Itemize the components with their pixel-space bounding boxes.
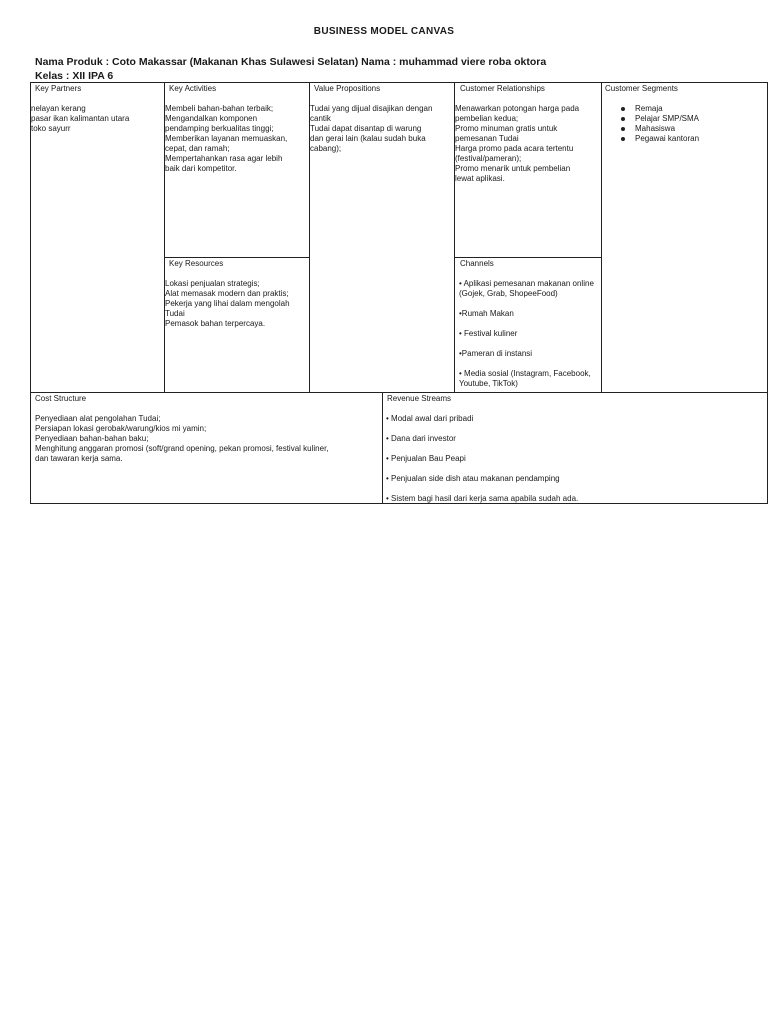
key-activities-line: Memberikan layanan memuaskan,: [165, 134, 288, 143]
key-activities-line: Mengandalkan komponen: [165, 114, 258, 123]
key-resources-line: Lokasi penjualan strategis;: [165, 279, 260, 288]
key-partners-header: Key Partners: [35, 84, 82, 93]
customer-segment-item: Remaja: [635, 104, 699, 114]
cost-structure-line: Persiapan lokasi gerobak/warung/kios mi yamin;: [35, 424, 207, 433]
key-resources-line: Alat memasak modern dan praktis;: [165, 289, 289, 298]
revenue-streams-header: Revenue Streams: [387, 394, 452, 403]
customer-relationships-header: Customer Relationships: [460, 84, 545, 93]
customer-relationships-line: Promo minuman gratis untuk: [455, 124, 558, 133]
revenue-streams-content: [386, 414, 578, 514]
channels-header: Channels: [460, 259, 494, 268]
key-activities-line: Mempertahankan rasa agar lebih: [165, 154, 283, 163]
document-title: BUSINESS MODEL CANVAS: [313, 26, 455, 37]
divider: [382, 392, 383, 503]
value-propositions-line: cabang);: [310, 144, 342, 153]
divider: [601, 83, 602, 392]
customer-relationships-line: (festival/pameran);: [455, 154, 522, 163]
revenue-stream-item: • Penjualan side dish atau makanan pendamping: [386, 474, 560, 483]
key-resources-line: Pemasok bahan terpercaya.: [165, 319, 266, 328]
customer-segment-item: Mahasiswa: [635, 124, 699, 134]
value-propositions-line: Tudai yang dijual disajikan dengan: [310, 104, 433, 113]
customer-relationships-line: lewat aplikasi.: [455, 174, 505, 183]
key-activities-line: cepat, dan ramah;: [165, 144, 230, 153]
revenue-stream-item: • Modal awal dari pribadi: [386, 414, 474, 423]
divider: [454, 257, 601, 258]
key-activities-line: baik dari kompetitor.: [165, 164, 237, 173]
key-resources-line: Pekerja yang lihai dalam mengolah: [165, 299, 290, 308]
customer-relationships-line: pemesanan Tudai: [455, 134, 519, 143]
key-activities-header: Key Activities: [169, 84, 217, 93]
cost-structure-line: dan tawaran kerja sama.: [35, 454, 123, 463]
channel-item: • Media sosial (Instagram, Facebook, Youtube, TikTok): [459, 369, 591, 388]
customer-relationships-line: pembelian kedua;: [455, 114, 519, 123]
value-propositions-content: [310, 104, 432, 154]
divider: [164, 257, 309, 258]
revenue-stream-item: • Sistem bagi hasil dari kerja sama apabila sudah ada.: [386, 494, 579, 503]
cost-structure-line: Penyediaan alat pengolahan Tudai;: [35, 414, 161, 423]
cost-structure-line: Penyediaan bahan-bahan baku;: [35, 434, 149, 443]
customer-segment-item: Pelajar SMP/SMA: [635, 114, 700, 123]
cost-structure-content: [35, 414, 329, 464]
cost-structure-header: Cost Structure: [35, 394, 87, 403]
channels-content: [459, 279, 601, 399]
class-line: Kelas : XII IPA 6: [35, 70, 114, 82]
customer-relationships-line: Menawarkan potongan harga pada: [455, 104, 580, 113]
revenue-stream-item: • Dana dari investor: [386, 434, 456, 443]
customer-relationships-line: Harga promo pada acara tertentu: [455, 144, 574, 153]
divider: [31, 392, 767, 393]
key-partners-line: nelayan kerang: [31, 104, 86, 113]
channel-item: • Festival kuliner: [459, 329, 518, 338]
customer-relationships-content: [455, 104, 579, 184]
customer-segments-content: [635, 104, 699, 144]
revenue-stream-item: • Penjualan Bau Peapi: [386, 454, 466, 463]
business-model-canvas: [30, 82, 768, 504]
channel-item: •Rumah Makan: [459, 309, 514, 318]
key-activities-content: [165, 104, 287, 174]
key-activities-line: pendamping berkualitas tinggi;: [165, 124, 274, 133]
cost-structure-line: Menghitung anggaran promosi (soft/grand opening, pekan promosi, festival kuliner,: [35, 444, 329, 453]
key-resources-content: [165, 279, 290, 329]
channel-item: •Pameran di instansi: [459, 349, 533, 358]
customer-relationships-line: Promo menarik untuk pembelian: [455, 164, 571, 173]
key-partners-line: pasar ikan kalimantan utara: [31, 114, 130, 123]
value-propositions-line: Tudai dapat disantap di warung: [310, 124, 422, 133]
key-activities-line: Membeli bahan-bahan terbaik;: [165, 104, 274, 113]
key-partners-content: [31, 104, 129, 134]
customer-segments-header: Customer Segments: [605, 84, 678, 93]
value-propositions-line: dan gerai lain (kalau sudah buka: [310, 134, 426, 143]
value-propositions-header: Value Propositions: [314, 84, 381, 93]
key-resources-header: Key Resources: [169, 259, 224, 268]
product-name-line: Nama Produk : Coto Makassar (Makanan Khas Sulawesi Selatan) Nama : muhammad viere roba oktora: [35, 56, 547, 68]
value-propositions-line: cantik: [310, 114, 331, 123]
channel-item: • Aplikasi pemesanan makanan online (Gojek, Grab, ShopeeFood): [459, 279, 594, 298]
key-partners-line: toko sayurr: [31, 124, 71, 133]
key-resources-line: Tudai: [165, 309, 185, 318]
customer-segment-item: Pegawai kantoran: [635, 134, 700, 143]
